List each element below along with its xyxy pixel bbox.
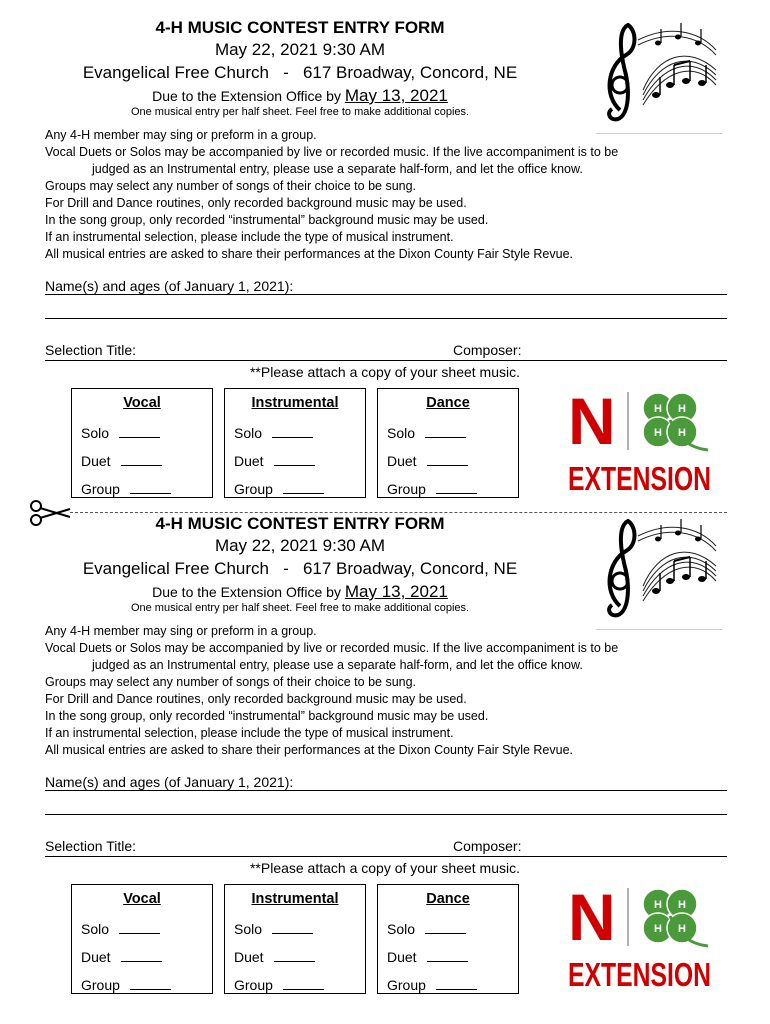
- option-blank[interactable]: [427, 961, 468, 962]
- option-blank[interactable]: [436, 493, 477, 494]
- svg-text:H: H: [678, 899, 686, 911]
- contest-location: Evangelical Free Church - 617 Broadway, Concord, NE: [82, 559, 518, 578]
- music-notes-icon: [598, 511, 720, 619]
- rule-line: In the song group, only recorded “instrumental” background music may be used.: [45, 213, 489, 227]
- option-blank[interactable]: [425, 933, 466, 934]
- rule-line: In the song group, only recorded “instrumental” background music may be used.: [45, 709, 489, 723]
- category-option: [387, 453, 468, 469]
- rule-line: judged as an Instrumental entry, please use a separate half-form, and let the office know.: [92, 658, 583, 672]
- svg-text:H: H: [654, 923, 662, 935]
- composer-label: Composer:: [453, 838, 522, 854]
- n-logo-letter: N: [568, 384, 616, 458]
- option-blank[interactable]: [121, 465, 162, 466]
- rule-line: Vocal Duets or Solos may be accompanied by live or recorded music. If the live accompaniment is to be: [45, 145, 619, 159]
- svg-text:H: H: [654, 427, 662, 439]
- copies-note: One musical entry per half sheet. Feel free to make additional copies.: [130, 602, 470, 614]
- selection-line[interactable]: [45, 856, 727, 857]
- category-option: [387, 977, 477, 993]
- category-title: Instrumental: [251, 395, 339, 411]
- category-title: Vocal: [123, 891, 161, 907]
- option-label: Solo: [387, 425, 416, 441]
- due-prefix: Due to the Extension Office by: [152, 88, 341, 104]
- category-option: [234, 481, 324, 497]
- names-ages-label: Name(s) and ages (of January 1, 2021):: [45, 774, 294, 790]
- due-line: [0, 86, 600, 106]
- rule-line: Vocal Duets or Solos may be accompanied by live or recorded music. If the live accompaniment is to be: [45, 641, 619, 655]
- rule-line: For Drill and Dance routines, only recorded background music may be used.: [45, 692, 467, 706]
- rule-line: For Drill and Dance routines, only recorded background music may be used.: [45, 196, 467, 210]
- form-title: 4-H MUSIC CONTEST ENTRY FORM: [155, 18, 445, 37]
- category-option: [234, 425, 313, 441]
- option-blank[interactable]: [130, 989, 171, 990]
- option-blank[interactable]: [119, 437, 160, 438]
- option-label: Solo: [234, 425, 263, 441]
- option-label: Solo: [387, 921, 416, 937]
- option-blank[interactable]: [121, 961, 162, 962]
- option-label: Solo: [234, 921, 263, 937]
- category-title: Dance: [426, 395, 470, 411]
- option-label: Duet: [234, 453, 264, 469]
- category-box-dance: [377, 388, 519, 498]
- option-label: Group: [387, 481, 426, 497]
- option-label: Duet: [81, 949, 111, 965]
- attach-note: **Please attach a copy of your sheet music.: [249, 860, 521, 876]
- rule-line: If an instrumental selection, please include the type of musical instrument.: [45, 230, 454, 244]
- names-line-1[interactable]: [45, 790, 727, 791]
- category-title: Vocal: [123, 395, 161, 411]
- attach-note: **Please attach a copy of your sheet music.: [249, 364, 521, 380]
- music-notes-icon: [598, 15, 720, 123]
- rule-line: Groups may select any number of songs of their choice to be sung.: [45, 179, 417, 193]
- selection-line[interactable]: [45, 360, 727, 361]
- entry-form-top: [0, 0, 770, 500]
- option-label: Solo: [81, 921, 110, 937]
- names-line-1[interactable]: [45, 294, 727, 295]
- composer-label: Composer:: [453, 342, 522, 358]
- category-option: [81, 425, 160, 441]
- option-label: Group: [81, 977, 120, 993]
- option-blank[interactable]: [283, 493, 324, 494]
- category-option: [81, 481, 171, 497]
- form-title: 4-H MUSIC CONTEST ENTRY FORM: [155, 514, 445, 533]
- option-label: Duet: [387, 453, 417, 469]
- category-box-vocal: [71, 388, 213, 498]
- category-box-instrumental: [224, 884, 366, 994]
- due-line: [0, 582, 600, 602]
- option-blank[interactable]: [272, 437, 313, 438]
- rule-line: All musical entries are asked to share their performances at the Dixon County Fair Style Revue.: [45, 743, 574, 757]
- category-option: [234, 977, 324, 993]
- category-option: [81, 453, 162, 469]
- selection-title-label: Selection Title:: [45, 838, 137, 854]
- option-label: Solo: [81, 425, 110, 441]
- due-prefix: Due to the Extension Office by: [152, 584, 341, 600]
- nebraska-extension-4h-logo: [565, 880, 715, 994]
- rules-list: [45, 623, 705, 759]
- copies-note: One musical entry per half sheet. Feel free to make additional copies.: [130, 106, 470, 118]
- rule-line: If an instrumental selection, please include the type of musical instrument.: [45, 726, 454, 740]
- option-blank[interactable]: [427, 465, 468, 466]
- rule-line: All musical entries are asked to share their performances at the Dixon County Fair Style Revue.: [45, 247, 574, 261]
- option-label: Group: [234, 481, 273, 497]
- rule-line: Any 4-H member may sing or preform in a group.: [45, 128, 317, 142]
- option-blank[interactable]: [274, 961, 315, 962]
- option-blank[interactable]: [272, 933, 313, 934]
- svg-text:H: H: [654, 899, 662, 911]
- category-option: [387, 425, 466, 441]
- option-label: Duet: [387, 949, 417, 965]
- names-line-2[interactable]: [45, 814, 727, 815]
- due-date: May 13, 2021: [344, 86, 448, 105]
- selection-title-label: Selection Title:: [45, 342, 137, 358]
- rules-list: [45, 127, 705, 263]
- option-blank[interactable]: [425, 437, 466, 438]
- option-blank[interactable]: [436, 989, 477, 990]
- category-box-instrumental: [224, 388, 366, 498]
- option-blank[interactable]: [119, 933, 160, 934]
- names-line-2[interactable]: [45, 318, 727, 319]
- option-blank[interactable]: [274, 465, 315, 466]
- contest-location: Evangelical Free Church - 617 Broadway, Concord, NE: [82, 63, 518, 82]
- option-blank[interactable]: [130, 493, 171, 494]
- category-option: [81, 921, 160, 937]
- svg-text:H: H: [678, 403, 686, 415]
- names-ages-label: Name(s) and ages (of January 1, 2021):: [45, 278, 294, 294]
- contest-date: May 22, 2021 9:30 AM: [214, 536, 386, 555]
- category-option: [81, 977, 171, 993]
- category-option: [234, 921, 313, 937]
- option-label: Group: [81, 481, 120, 497]
- svg-text:H: H: [678, 923, 686, 935]
- option-blank[interactable]: [283, 989, 324, 990]
- option-label: Group: [387, 977, 426, 993]
- due-date: May 13, 2021: [344, 582, 448, 601]
- nebraska-extension-4h-logo: [565, 384, 715, 498]
- extension-logo-text: EXTENSION: [568, 460, 711, 497]
- category-option: [387, 481, 477, 497]
- rule-line: Any 4-H member may sing or preform in a group.: [45, 624, 317, 638]
- category-option: [387, 949, 468, 965]
- entry-form-bottom: [0, 496, 770, 996]
- category-option: [81, 949, 162, 965]
- category-title: Dance: [426, 891, 470, 907]
- svg-text:H: H: [654, 403, 662, 415]
- rule-line: judged as an Instrumental entry, please use a separate half-form, and let the office know.: [92, 162, 583, 176]
- category-option: [234, 949, 315, 965]
- option-label: Duet: [81, 453, 111, 469]
- svg-text:H: H: [678, 427, 686, 439]
- n-logo-letter: N: [568, 880, 616, 954]
- category-title: Instrumental: [251, 891, 339, 907]
- extension-logo-text: EXTENSION: [568, 956, 711, 993]
- category-option: [234, 453, 315, 469]
- contest-date: May 22, 2021 9:30 AM: [214, 40, 386, 59]
- rule-line: Groups may select any number of songs of their choice to be sung.: [45, 675, 417, 689]
- category-box-vocal: [71, 884, 213, 994]
- category-option: [387, 921, 466, 937]
- option-label: Duet: [234, 949, 264, 965]
- category-box-dance: [377, 884, 519, 994]
- option-label: Group: [234, 977, 273, 993]
